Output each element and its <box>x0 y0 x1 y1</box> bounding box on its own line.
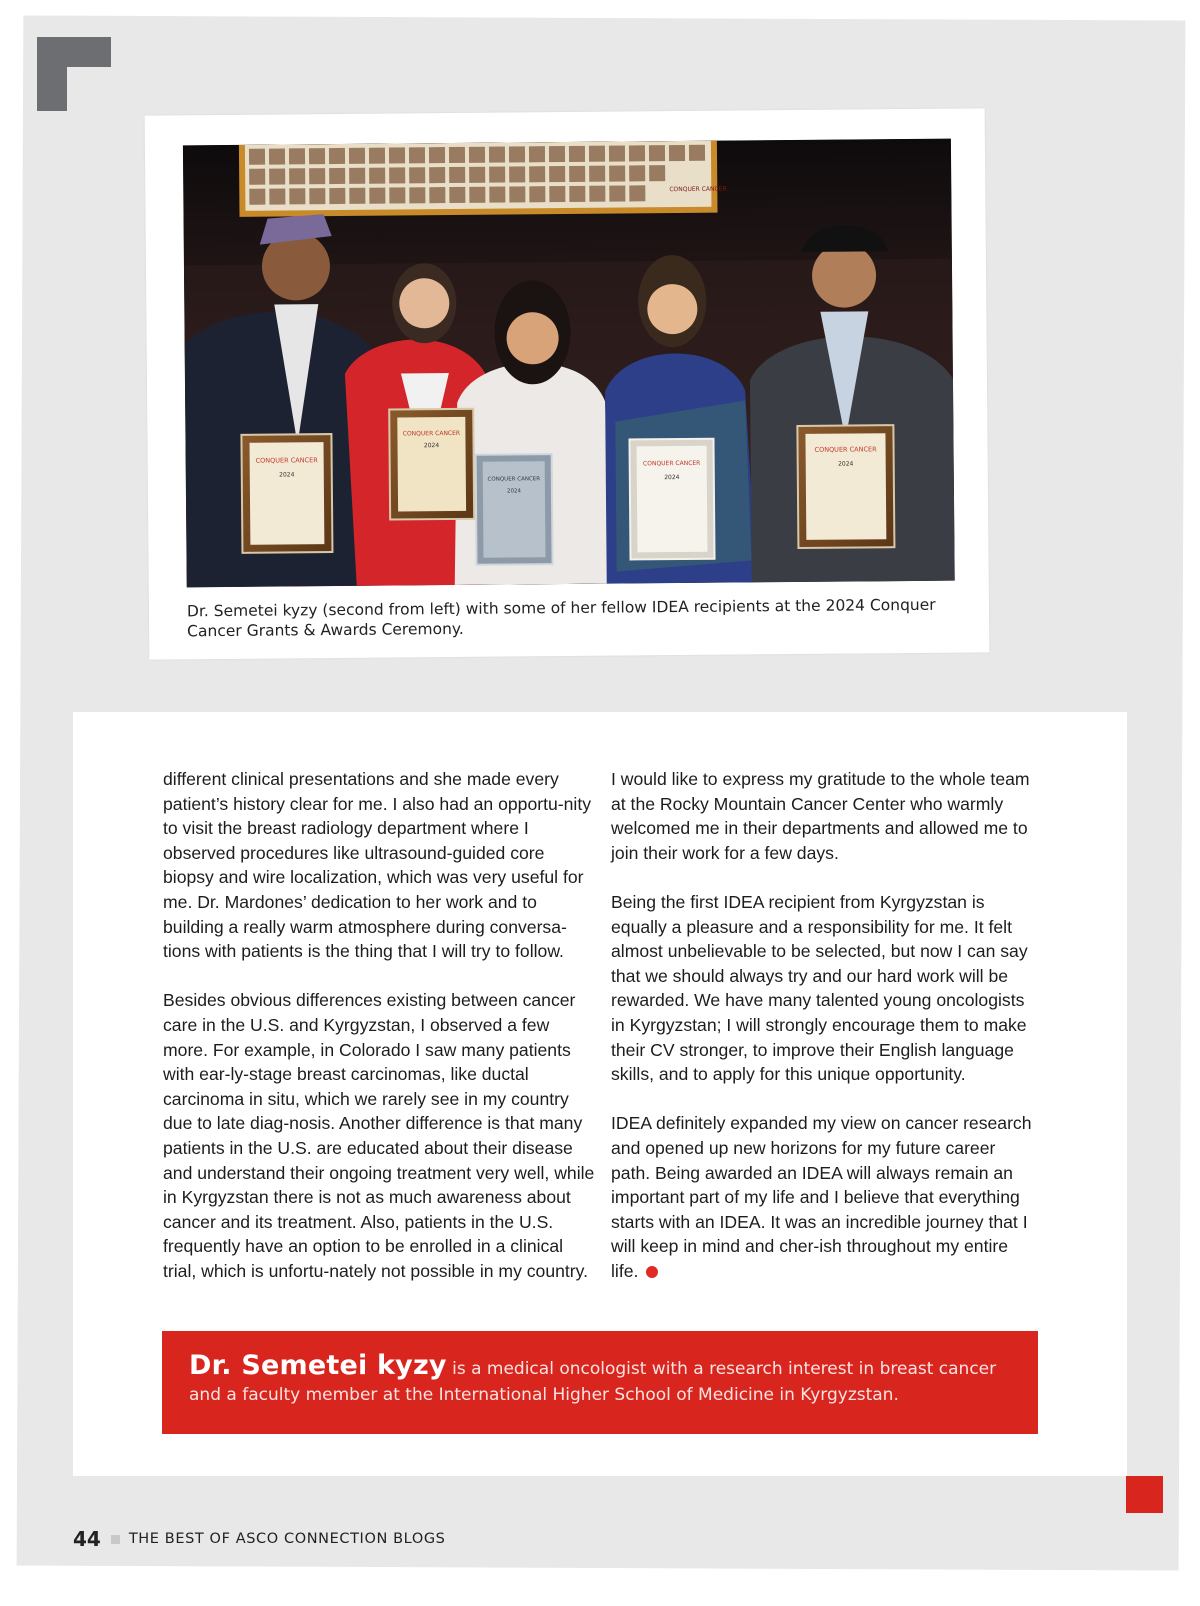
author-bio-box <box>162 1331 1038 1434</box>
end-mark-icon <box>646 1266 658 1278</box>
photo-card <box>145 108 990 659</box>
page-footer <box>73 1524 445 1554</box>
paragraph: I would like to express my gratitude to the whole team at the Rocky Mountain Cancer Center who warmly welcomed me in their departments and allowed me to join their work for a few days. <box>611 769 1030 863</box>
svg-text:CONQUER CANCER: CONQUER CANCER <box>487 476 541 483</box>
article-body <box>73 712 1127 1476</box>
corner-mark-icon <box>37 37 111 111</box>
article-column-right <box>611 767 1039 1308</box>
screen-logo: CONQUER CANCER <box>669 185 727 194</box>
award-plaque-4 <box>629 439 714 560</box>
paragraph: Being the first IDEA recipient from Kyrgyzstan is equally a pleasure and a responsibility for me. It felt almost unbelievable to be selected, but now I can say that we should always try and our hard work will be rewarded. We have many talented young oncologists in Kyrgyzstan; I will strongly encourage them to make their CV stronger, to improve their English language skills, and to apply for this unique opportunity. <box>611 891 1028 1085</box>
svg-text:CONQUER CANCER: CONQUER CANCER <box>814 445 877 454</box>
paragraph: different clinical presentations and she made every patient’s history clear for me. I also had an opportu-nity to visit the breast radiology department where I observed procedures like ultrasound-guided core biopsy and wire localization, which was very useful for me. Dr. Mardones’ dedication to her work and to building a really warm atmosphere during conversa-tions with patients is the thing that I will try to follow. <box>163 769 592 962</box>
article-column-left <box>163 767 595 1308</box>
award-plaque-5 <box>797 425 894 548</box>
svg-text:2024: 2024 <box>664 474 680 482</box>
award-plaque-1 <box>241 434 332 553</box>
ceremony-photo <box>183 139 955 588</box>
svg-text:CONQUER CANCER: CONQUER CANCER <box>255 456 318 465</box>
svg-text:2024: 2024 <box>423 442 440 450</box>
svg-text:CONQUER CANCER: CONQUER CANCER <box>643 459 701 468</box>
svg-text:2024: 2024 <box>506 488 521 495</box>
award-plaque-3 <box>476 454 553 565</box>
red-accent-square <box>1126 1476 1163 1513</box>
paragraph-last <box>611 1111 1039 1283</box>
svg-text:2024: 2024 <box>838 460 854 468</box>
page-number: 44 <box>73 1527 101 1551</box>
author-name: Dr. Semetei kyzy <box>189 1350 447 1381</box>
svg-text:CONQUER CANCER: CONQUER CANCER <box>402 429 461 438</box>
footer-square-icon <box>111 1535 120 1544</box>
paragraph-text: IDEA definitely expanded my view on cancer research and opened up new horizons for my future career path. Being awarded an IDEA will always remain an important part of my life and I believe that everything starts with an IDEA. It was an incredible journey that I will keep in mind and cher-ish throughout my entire life. <box>611 1113 1032 1281</box>
svg-text:2024: 2024 <box>279 471 295 479</box>
author-bio-text: is a medical oncologist with a research interest in breast cancer and a faculty member at the International Higher School of Medicine in Kyrgyzstan. <box>189 1359 997 1405</box>
paragraph: Besides obvious differences existing between cancer care in the U.S. and Kyrgyzstan, I observed a few more. For example, in Colorado I saw many patients with ear-ly-stage breast carcinomas, like ductal carcinoma in situ, which we rarely see in my country due to late diag-nosis. Another difference is that many patients in the U.S. are educated about their disease and understand their ongoing treatment very well, while in Kyrgyzstan there is not as much awareness about cancer and its treatment. Also, patients in the U.S. frequently have an option to be enrolled in a clinical trial, which is unfortu-nately not possible in my country. <box>163 990 595 1281</box>
publication-title: THE BEST OF ASCO CONNECTION BLOGS <box>128 1531 446 1547</box>
photo-caption: Dr. Semetei kyzy (second from left) with some of her fellow IDEA recipients at the 2024 Conquer Cancer Grants & Awards Ceremony. <box>186 595 936 641</box>
award-plaque-2 <box>389 409 474 520</box>
